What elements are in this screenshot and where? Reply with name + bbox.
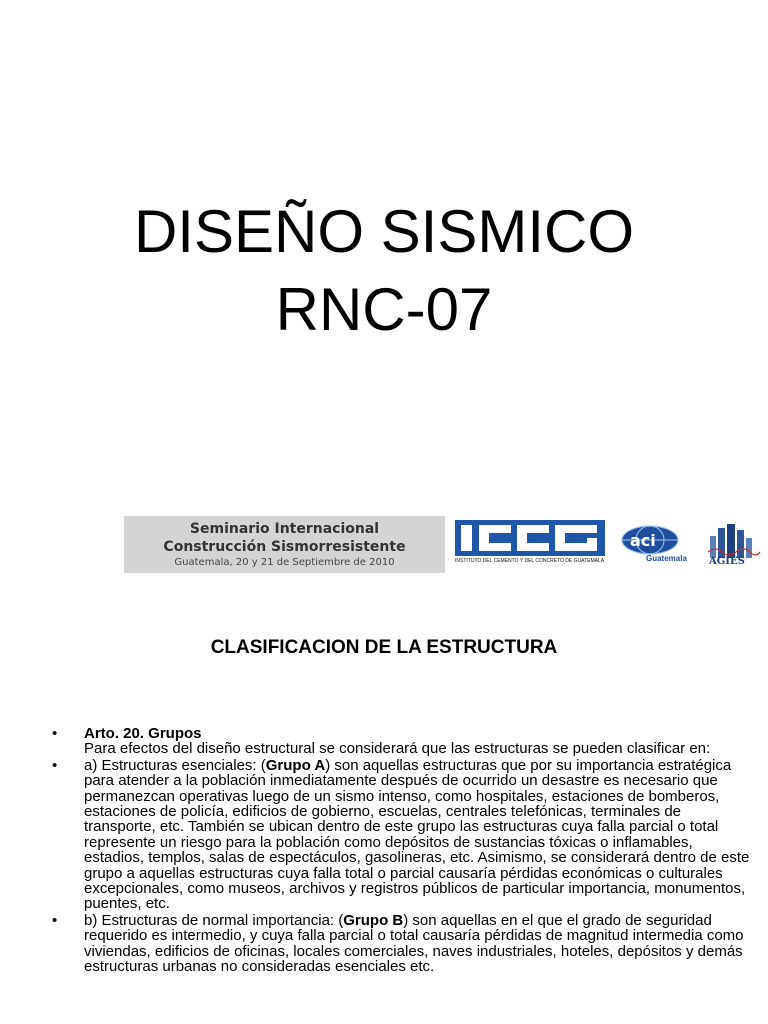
agies-logo bbox=[706, 522, 762, 568]
slide-title-line-2: RNC-07 bbox=[275, 276, 493, 343]
iccg-logo-icon bbox=[455, 517, 605, 557]
list-item bbox=[50, 913, 750, 975]
group-b-text: ) son aquellas en el que el grado de seguridad requerido es intermedio, y cuya falla parcial o total causaría pérdidas de magnitud intermedia como viviendas, edificios de oficinas, locales comerciales, naves industriales, hoteles, depósitos y demás estructuras urbanas no consideradas esenciales etc. bbox=[84, 911, 744, 976]
aci-subtitle: Guatemala bbox=[646, 554, 687, 563]
banner-line-1: Seminario Internacional bbox=[189, 521, 380, 537]
article-title: Arto. 20. Grupos bbox=[84, 725, 202, 742]
list-item bbox=[50, 758, 750, 912]
group-b-label: Grupo B bbox=[343, 911, 404, 929]
seminar-banner bbox=[124, 516, 445, 573]
article-intro-text: Para efectos del diseño estructural se considerará que las estructuras se pueden clasificar en: bbox=[84, 740, 711, 758]
group-a-intro: a) Estructuras esenciales: ( bbox=[84, 756, 266, 774]
bullet: • bbox=[52, 756, 58, 774]
article-content bbox=[50, 726, 750, 976]
section-heading: CLASIFICACION DE LA ESTRUCTURA bbox=[210, 637, 558, 658]
banner-line-2: Construcción Sismorresistente bbox=[163, 539, 406, 555]
aci-guatemala-logo bbox=[616, 524, 700, 566]
group-b-intro: b) Estructuras de normal importancia: ( bbox=[84, 911, 344, 929]
svg-text:ICCG: ICCG bbox=[530, 543, 533, 544]
list-item bbox=[50, 726, 750, 757]
iccg-logo bbox=[455, 517, 610, 567]
group-a-label: Grupo A bbox=[265, 756, 326, 774]
bullet: • bbox=[52, 911, 58, 929]
svg-text:aci: aci bbox=[630, 531, 656, 550]
banner-line-3: Guatemala, 20 y 21 de Septiembre de 2010 bbox=[174, 557, 395, 568]
group-a-text: ) son aquellas estructuras que por su importancia estratégica para atender a la población inmediatamente después de ocurrido un desastre es necesario que permanezcan operativas luego de un sismo intenso, como hospitales, estaciones de bomberos, estaciones de policía, edificios de gobierno, escuelas, centrales telefónicas, terminales de transporte, etc. También se ubican dentro de este grupo las estructuras cuya falla parcial o total represente un riesgo para la población como depósitos de sustancias tóxicas o inflamables, estadios, templos, salas de espectáculos, gasolineras, etc. Asimismo, se considerará dentro de este grupo a aquellas estructuras cuya falla total o parcial causaría pérdidas económicas o culturales excepcionales, como museos, archivos y registros públicos de particular importancia, monumentos, puentes, etc. bbox=[84, 756, 750, 913]
slide-title-line-1: DISEÑO SISMICO bbox=[133, 198, 635, 265]
aci-globe-icon bbox=[616, 524, 700, 556]
iccg-subtitle: INSTITUTO DEL CEMENTO Y DEL CONCRETO DE GUATEMALA bbox=[455, 558, 605, 564]
agies-building-icon bbox=[706, 522, 762, 568]
svg-text:AGIES: AGIES bbox=[709, 556, 745, 567]
bullet: • bbox=[52, 725, 58, 742]
